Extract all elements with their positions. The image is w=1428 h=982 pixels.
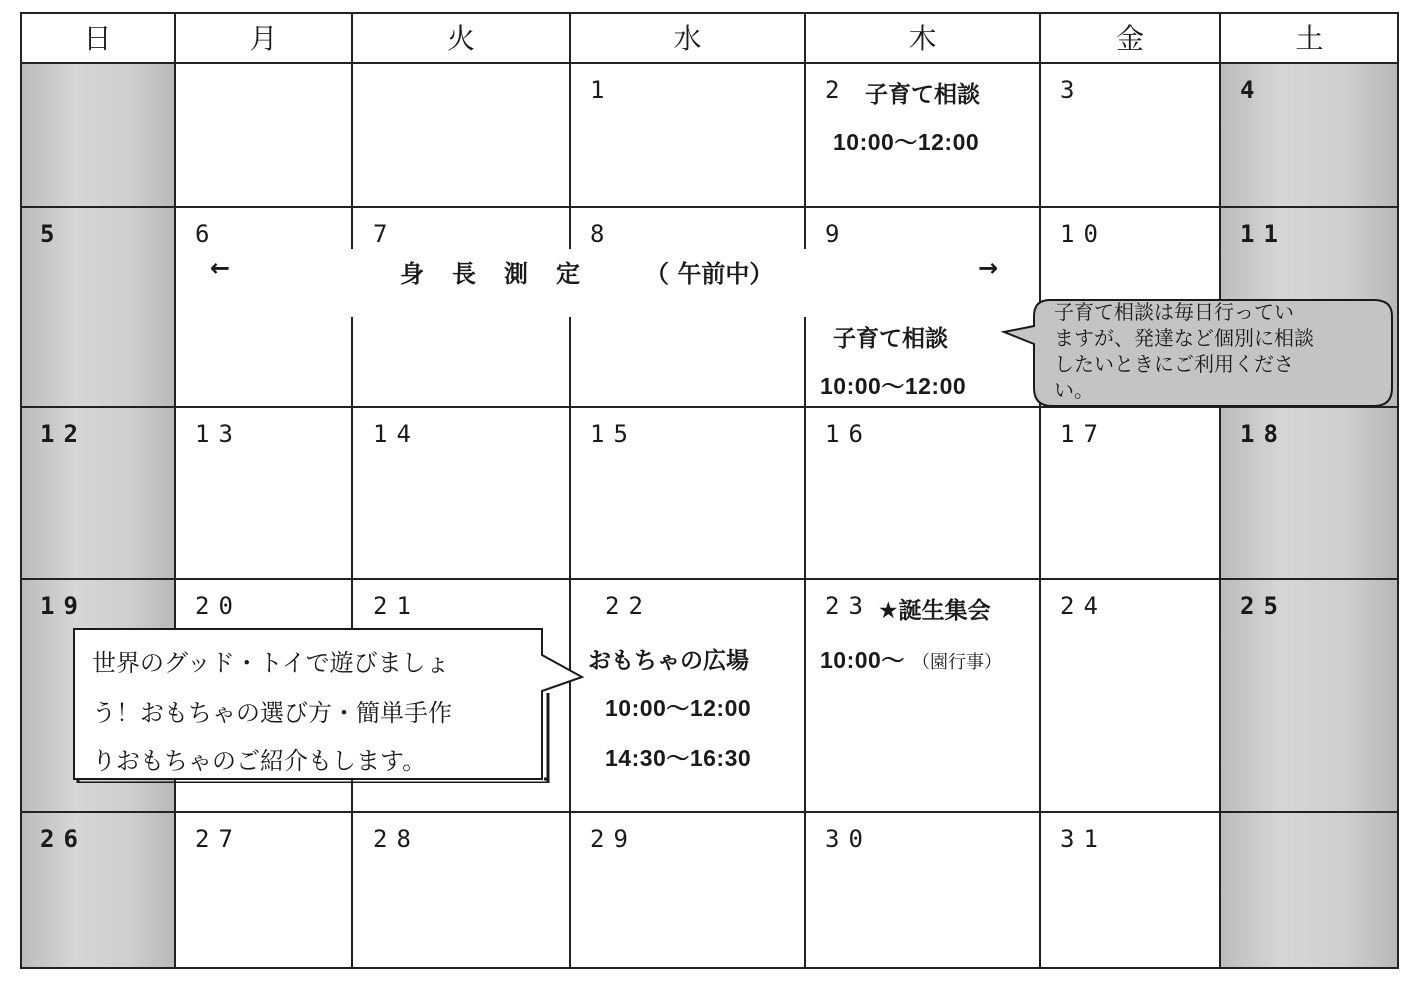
- day-28: 28: [373, 825, 420, 853]
- day-20: 20: [195, 592, 242, 620]
- day-23: 23: [825, 592, 872, 620]
- event-birthday-time: 10:00～: [820, 647, 905, 673]
- day-9: 9: [825, 220, 849, 248]
- day-16: 16: [825, 420, 872, 448]
- measurement-band: [190, 249, 1035, 317]
- event-toy-plaza-title: おもちゃの広場: [588, 648, 749, 674]
- day-27: 27: [195, 825, 242, 853]
- day-18: 18: [1240, 420, 1287, 448]
- event-birthday-note: （園行事）: [912, 652, 1002, 673]
- header-tue: 火: [446, 22, 475, 55]
- day-17: 17: [1060, 420, 1107, 448]
- left-arrow: ←: [210, 254, 231, 282]
- day-15: 15: [590, 420, 637, 448]
- header-wed: 水: [673, 22, 702, 55]
- consult-callout: [998, 290, 1398, 410]
- day-19: 19: [40, 592, 87, 620]
- toy-callout-line-2: う！おもちゃの選び方・簡単手作: [92, 699, 452, 727]
- event-consult-title: 子育て相談: [865, 82, 980, 108]
- day-1: 1: [590, 76, 614, 104]
- header-sat: 土: [1295, 22, 1324, 55]
- event-consult-time: 10:00～12:00: [820, 373, 967, 399]
- consult-callout-line-2: ますが、発達など個別に相談: [1054, 326, 1314, 350]
- day-24: 24: [1060, 592, 1107, 620]
- toy-callout-line-1: 世界のグッド・トイで遊びましょ: [92, 649, 450, 677]
- day-29: 29: [590, 825, 637, 853]
- day-6: 6: [195, 220, 219, 248]
- day-25: 25: [1240, 592, 1287, 620]
- event-consult-title: 子育て相談: [833, 326, 948, 352]
- day-10: 10: [1060, 220, 1107, 248]
- day-21: 21: [373, 592, 420, 620]
- event-toy-plaza-time-1: 10:00～12:00: [605, 695, 752, 721]
- header-sun: 日: [83, 22, 112, 55]
- day-14: 14: [373, 420, 420, 448]
- toy-callout-line-3: りおもちゃのご紹介もします。: [92, 747, 427, 775]
- day-31: 31: [1060, 825, 1107, 853]
- day-12: 12: [40, 420, 87, 448]
- day-22: 22: [605, 592, 652, 620]
- header-fri: 金: [1115, 22, 1144, 55]
- header-mon: 月: [249, 22, 278, 55]
- day-30: 30: [825, 825, 872, 853]
- day-7: 7: [373, 220, 397, 248]
- measurement-note: （ 午前中）: [645, 260, 774, 288]
- consult-callout-line-3: したいときにご利用くださ: [1054, 352, 1294, 376]
- event-toy-plaza-time-2: 14:30～16:30: [605, 745, 752, 771]
- event-consult-time: 10:00～12:00: [833, 129, 980, 155]
- header-thu: 木: [908, 22, 937, 55]
- toy-callout: [72, 627, 588, 783]
- day-8: 8: [590, 220, 614, 248]
- day-5: 5: [40, 220, 64, 248]
- day-26: 26: [40, 825, 87, 853]
- event-birthday-title: ★誕生集会: [878, 598, 991, 624]
- right-arrow: →: [978, 254, 999, 282]
- consult-callout-line-1: 子育て相談は毎日行ってい: [1054, 300, 1294, 324]
- day-3: 3: [1060, 76, 1084, 104]
- day-2: 2: [825, 76, 849, 104]
- measurement-label: 身 長 測 定: [400, 260, 582, 288]
- day-13: 13: [195, 420, 242, 448]
- consult-callout-line-4: い。: [1054, 378, 1094, 402]
- day-11: 11: [1240, 220, 1287, 248]
- day-4: 4: [1240, 76, 1264, 104]
